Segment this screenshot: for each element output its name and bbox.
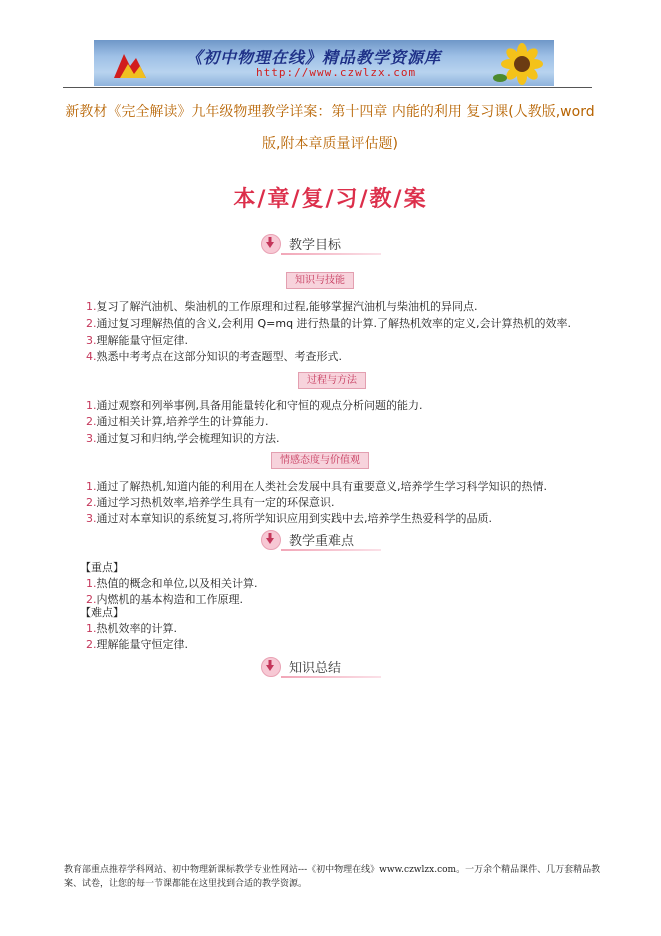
chapter-title: 本/章/复/习/教/案 — [233, 187, 428, 212]
knowledge-item: 1.复习了解汽油机、柴油机的工作原理和过程,能够掌握汽油机与柴油机的异同点. — [86, 300, 478, 313]
important-item: 1.热值的概念和单位,以及相关计算. — [86, 577, 258, 590]
process-item: 3.通过复习和归纳,学会梳理知识的方法. — [86, 432, 280, 445]
difficult-item: 1.热机效率的计算. — [86, 622, 177, 635]
difficult-item: 2.理解能量守恒定律. — [86, 638, 188, 651]
logo-icon — [110, 48, 150, 82]
section-label: 教学目标 — [289, 238, 342, 253]
section-label: 知识总结 — [289, 661, 342, 676]
important-label: 【重点】 — [80, 561, 124, 574]
attitude-item: 1.通过了解热机,知道内能的利用在人类社会发展中具有重要意义,培养学生学习科学知识的热情. — [86, 480, 547, 493]
section-underline — [281, 549, 381, 551]
attitude-item: 3.通过对本章知识的系统复习,将所学知识应用到实践中去,培养学生热爱科学的品质. — [86, 512, 492, 525]
attitude-item: 2.通过学习热机效率,培养学生具有一定的环保意识. — [86, 496, 335, 509]
knowledge-item: 3.理解能量守恒定律. — [86, 334, 188, 347]
section-heading-goals — [261, 234, 381, 254]
section-heading-summary — [261, 657, 381, 677]
section-underline — [281, 676, 381, 678]
difficult-label: 【难点】 — [80, 606, 124, 619]
document-title: 新教材《完全解读》九年级物理教学详案：第十四章 内能的利用 复习课(人教版,word版,附本章质量评估题) — [65, 104, 595, 152]
knowledge-item: 4.熟悉中考考点在这部分知识的考查题型、考查形式. — [86, 350, 342, 363]
knowledge-item: 2.通过复习理解热值的含义,会利用 Q=mq 进行热量的计算.了解热机效率的定义,会计算热机的效率. — [86, 317, 572, 330]
section-heading-keypoints — [261, 530, 381, 550]
important-item: 2.内燃机的基本构造和工作原理. — [86, 593, 243, 606]
process-item: 2.通过相关计算,培养学生的计算能力. — [86, 415, 269, 428]
tag-knowledge-skills: 知识与技能 — [286, 272, 354, 289]
page-footer: 教育部重点推荐学科网站、初中物理新课标教学专业性网站---《初中物理在线》www.czwlzx.com。一万余个精品课件、几万套精品教案、试卷，让您的每一节课都能在这里找到合适的教学资源。 — [64, 865, 601, 889]
down-arrow-icon — [266, 237, 274, 249]
tag-attitude-values: 情感态度与价值观 — [271, 452, 369, 469]
sunflower-icon — [492, 42, 552, 86]
down-arrow-icon — [266, 660, 274, 672]
header-banner — [94, 40, 554, 86]
process-item: 1.通过观察和列举事例,具备用能量转化和守恒的观点分析问题的能力. — [86, 399, 423, 412]
banner-url: http://www.czwlzx.com — [256, 66, 417, 79]
header-rule — [63, 87, 592, 88]
section-label: 教学重难点 — [289, 534, 355, 549]
tag-process-methods: 过程与方法 — [298, 372, 366, 389]
banner-title: 《初中物理在线》精品教学资源库 — [186, 48, 442, 67]
down-arrow-icon — [266, 533, 274, 545]
section-underline — [281, 253, 381, 255]
